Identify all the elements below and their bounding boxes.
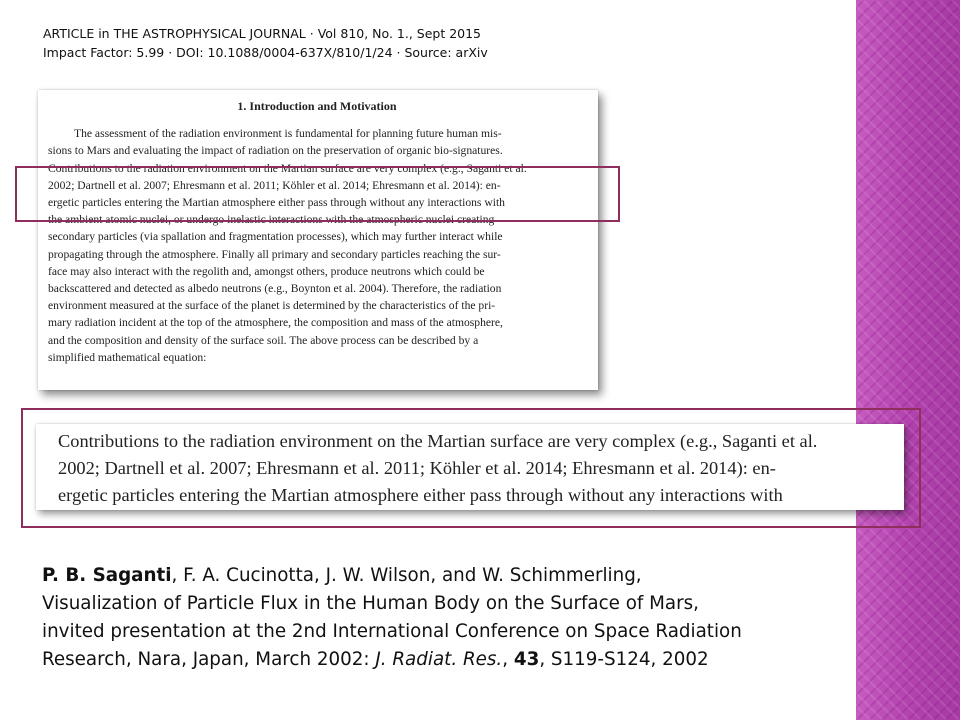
excerpt-line: The assessment of the radiation environment is fundamental for planning future human mis- xyxy=(74,127,502,141)
citation-line-3: invited presentation at the 2nd International Conference on Space Radiation xyxy=(42,621,742,642)
excerpt-line: ergetic particles entering the Martian atmosphere either pass through without any interactions with xyxy=(48,196,505,210)
excerpt-line: and the composition and density of the surface soil. The above process can be described by a xyxy=(48,333,479,347)
citation-line-2: Visualization of Particle Flux in the Human Body on the Surface of Mars, xyxy=(42,593,699,614)
citation-line-1 xyxy=(42,562,852,590)
zoom-highlight-box xyxy=(21,408,921,528)
pages-year: , S119-S124, 2002 xyxy=(539,649,709,670)
section-title: 1. Introduction and Motivation xyxy=(237,99,397,113)
article-header xyxy=(43,24,488,62)
header-journal-line: ARTICLE in THE ASTROPHYSICAL JOURNAL · Vol 810, No. 1., Sept 2015 xyxy=(43,26,482,41)
excerpt-line: simplified mathematical equation: xyxy=(48,350,207,364)
excerpt-line: sions to Mars and evaluating the impact of radiation on the preservation of organic bio-signatures. xyxy=(48,144,503,158)
decorative-sidebar xyxy=(856,0,960,720)
excerpt-line: mary radiation incident at the top of the atmosphere, the composition and mass of the atmosphere, xyxy=(48,316,503,330)
header-doi-line: Impact Factor: 5.99 · DOI: 10.1088/0004-637X/810/1/24 · Source: arXiv xyxy=(43,45,488,60)
excerpt-line: secondary particles (via spallation and fragmentation processes), which may further interact while xyxy=(48,230,503,244)
citation-block xyxy=(42,562,852,674)
excerpt-highlight-box xyxy=(15,166,620,222)
journal-volume: 43 xyxy=(513,649,540,670)
citation-venue: Research, Nara, Japan, March 2002: xyxy=(42,649,376,670)
excerpt-line: propagating through the atmosphere. Finally all primary and secondary particles reaching the sur- xyxy=(48,247,501,261)
citation-separator: , xyxy=(502,649,514,670)
excerpt-line: 2002; Dartnell et al. 2007; Ehresmann et al. 2011; Köhler et al. 2014; Ehresmann et al. 2014): en- xyxy=(48,178,501,192)
excerpt-line: backscattered and detected as albedo neutrons (e.g., Boynton et al. 2004). Therefore, the radiation xyxy=(48,282,502,296)
citation-line-4 xyxy=(42,646,852,674)
excerpt-line: face may also interact with the regolith and, amongst others, produce neutrons which could be xyxy=(48,264,485,278)
zoomed-excerpt-line: ergetic particles entering the Martian atmosphere either pass through without any interactions with xyxy=(58,485,783,505)
zoomed-excerpt-line: Contributions to the radiation environment on the Martian surface are very complex (e.g., Saganti et al. xyxy=(58,431,818,451)
coauthors: , F. A. Cucinotta, J. W. Wilson, and W. Schimmerling, xyxy=(171,565,642,586)
journal-name: J. Radiat. Res. xyxy=(375,649,503,670)
excerpt-line: the ambient atomic nuclei, or undergo inelastic interactions with the atmospheric nuclei creating xyxy=(48,213,495,227)
zoomed-excerpt-line: 2002; Dartnell et al. 2007; Ehresmann et al. 2011; Köhler et al. 2014; Ehresmann et al. 2014): en- xyxy=(58,458,776,478)
lead-author: P. B. Saganti xyxy=(42,565,172,586)
excerpt-line: Contributions to the radiation environment on the Martian surface are very complex (e.g., Saganti et al. xyxy=(48,161,527,175)
paper-excerpt-image xyxy=(38,90,598,390)
excerpt-line: environment measured at the surface of the planet is determined by the characteristics of the pri- xyxy=(48,299,496,313)
